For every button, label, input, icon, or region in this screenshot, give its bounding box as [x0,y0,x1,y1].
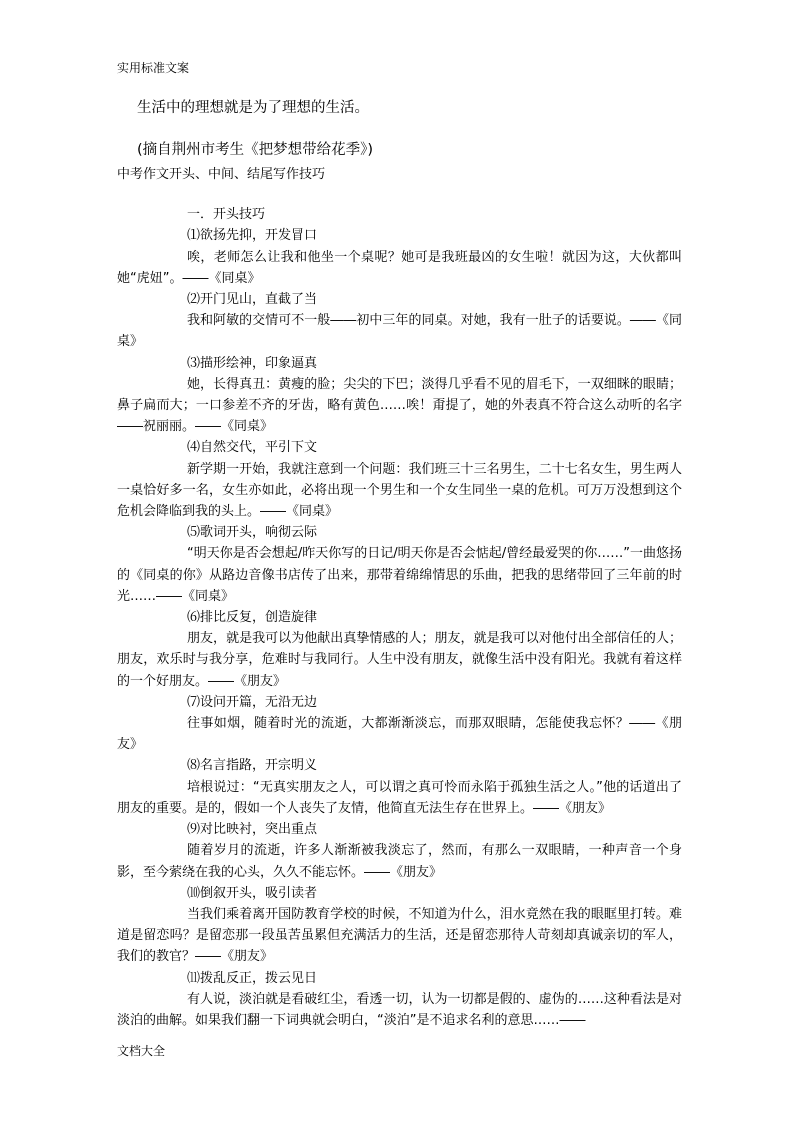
document-title: 中考作文开头、中间、结尾写作技巧 [117,167,326,182]
item-title: ⑾拨乱反正，拨云见日 [187,970,318,986]
item-body: 她，长得真丑：黄瘦的脸；尖尖的下巴；淡得几乎看不见的眉毛下，一双细眯的眼睛；鼻子扁而大；一口参差不齐的牙齿，略有黄色……唉！甭提了，她的外表真不符合这么动听的名字――祝丽丽。――《同桌》 [117,376,682,435]
page-footer: 文档大全 [117,1044,166,1058]
item-title: ⑴欲扬先抑，开发冒口 [187,228,318,244]
lead-sentence: 生活中的理想就是为了理想的生活。 [137,100,369,116]
document-content [117,98,682,1031]
item-title: ⑸歌词开头，响彻云际 [187,525,318,541]
item-body: “明天你是否会想起/昨天你写的日记/明天你是否会惦起/曾经最爱哭的你……”一曲悠扬的《同桌的你》从路边音像书店传了出来，那带着绵绵情思的乐曲，把我的思绪带回了三年前的时光……――《同桌》 [117,546,682,604]
section-heading: 一．开头技巧 [187,207,266,223]
item-body: 唉，老师怎么让我和他坐一个桌呢？她可是我班最凶的女生啦！就因为这，大伙都叫她“虎妞”。――《同桌》 [117,249,682,286]
item-body: 我和阿敏的交情可不一般――初中三年的同桌。对她，我有一肚子的话要说。――《同桌》 [117,313,682,350]
item-title: ⑶描形绘神，印象逼真 [187,355,318,371]
item-title: ⑽倒叙开头，吸引读者 [187,885,318,901]
item-body: 当我们乘着离开国防教育学校的时候，不知道为什么，泪水竟然在我的眼眶里打转。难道是留恋吗？是留恋那一段虽苦虽累但充满活力的生活，还是留恋那待人苛刻却真诚亲切的军人，我们的教官？――《朋友》 [117,906,682,965]
page-header: 实用标准文案 [117,61,190,75]
item-title: ⑺设问开篇，无沿无边 [187,694,318,710]
item-title: ⑹排比反复，创造旋律 [187,610,318,626]
item-body: 有人说，淡泊就是看破红尘，看透一切，认为一切都是假的、虚伪的……这种看法是对淡泊的曲解。如果我们翻一下词典就会明白，“淡泊”是不追求名利的意思……―― [117,991,682,1028]
item-body: 随着岁月的流逝，许多人渐渐被我淡忘了，然而，有那么一双眼睛，一种声音一个身影，至今萦绕在我的心头，久久不能忘怀。――《朋友》 [117,843,682,880]
item-body: 往事如烟，随着时光的流逝，大都渐渐淡忘，而那双眼睛，怎能使我忘怀？――《朋友》 [117,716,682,753]
item-title: ⑵开门见山，直截了当 [187,292,318,308]
item-body: 培根说过：“无真实朋友之人，可以谓之真可怜而永陷于孤独生活之人。”他的话道出了朋友的重要。是的，假如一个人丧失了友情，他简直无法生存在世界上。――《朋友》 [117,779,682,816]
item-title: ⑷自然交代，平引下文 [187,440,318,456]
item-body: 朋友，就是我可以为他献出真挚情感的人；朋友，就是我可以对他付出全部信任的人；朋友，欢乐时与我分享，危难时与我同行。人生中没有朋友，就像生活中没有阳光。我就有着这样的一个好朋友。――《朋友》 [117,631,682,689]
item-title: ⑼对比映衬，突出重点 [187,822,318,838]
item-body: 新学期一开始，我就注意到一个问题：我们班三十三名男生，二十七名女生，男生两人一桌恰好多一名，女生亦如此，必将出现一个男生和一个女生同坐一桌的危机。可万万没想到这个危机会降临到我的头上。――《同桌》 [117,461,682,520]
source-citation: (摘自荆州市考生《把梦想带给花季》) [137,142,374,158]
item-title: ⑻名言指路，开宗明义 [187,758,318,774]
